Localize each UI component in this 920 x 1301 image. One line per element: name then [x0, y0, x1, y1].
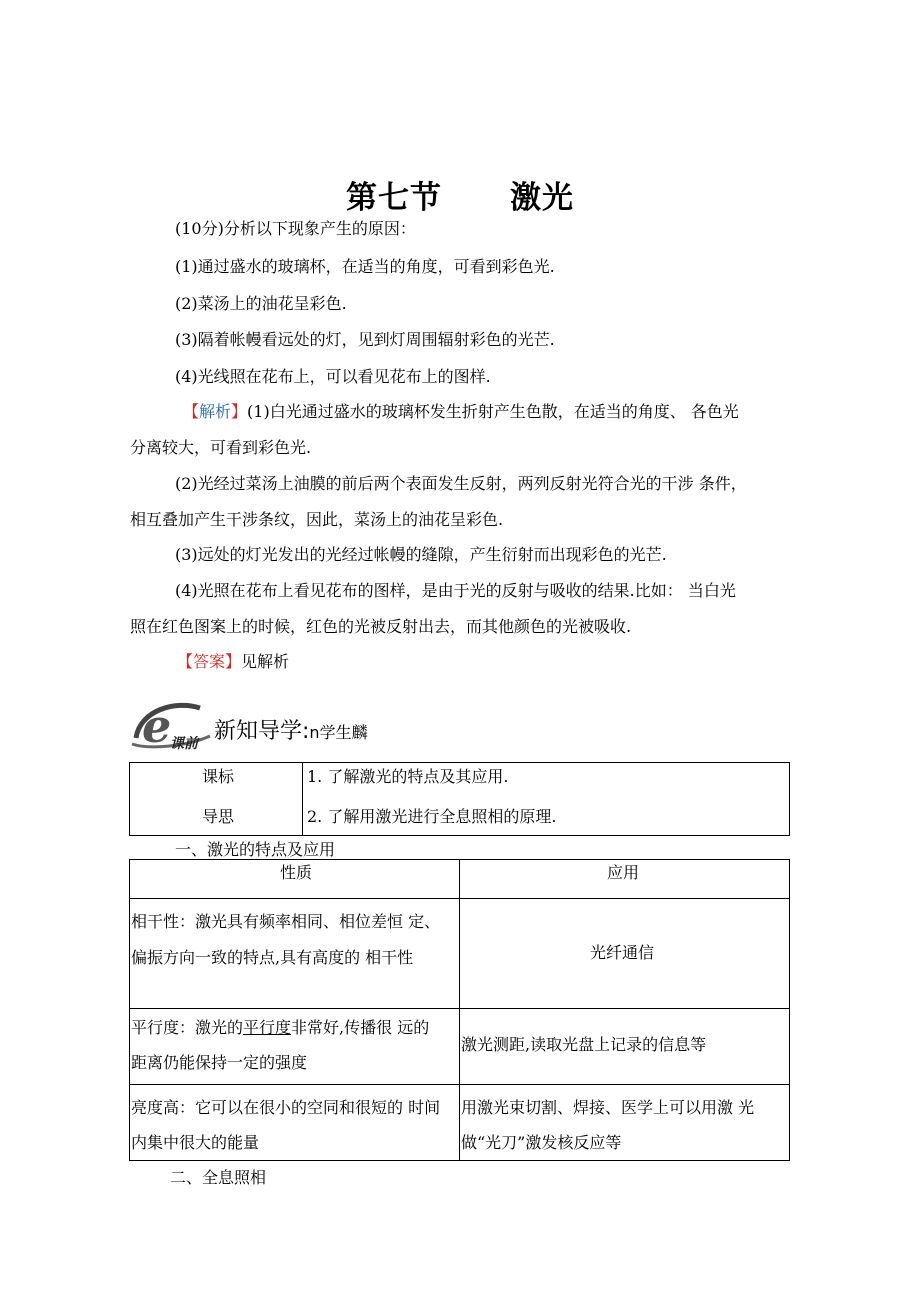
parallelism-line-1 — [131, 1018, 429, 1038]
section-1-heading: 一、激光的特点及应用 — [175, 840, 336, 859]
header-application-label: 应用 — [607, 863, 640, 882]
problem-intro: (10分)分析以下现象产生的原因： — [175, 219, 416, 238]
banner-text — [214, 714, 368, 745]
header-property — [130, 860, 460, 899]
problem-item-4: (4)光线照在花布上，可以看见花布上的图样. — [175, 367, 491, 386]
problem-item-2: (2)菜汤上的油花呈彩色. — [175, 294, 347, 313]
section-2-heading: 二、全息照相 — [170, 1168, 267, 1187]
coherence-application: 光纤通信 — [590, 943, 655, 962]
e-logo-icon — [130, 696, 214, 756]
answer-label: 【答案】 — [177, 652, 242, 671]
features-table — [129, 859, 790, 1161]
logo-caption: 课前 — [170, 736, 198, 752]
analysis-p2-line-1: (2)光经过菜汤上油膜的前后两个表面发生反射，两列反射光符合光的干涉 条件， — [175, 474, 747, 493]
goals-label-top: 课标 — [202, 767, 235, 786]
parallelism-application: 激光测距,读取光盘上记录的信息等 — [461, 1035, 707, 1054]
problem-item-1: (1)通过盛水的玻璃杯，在适当的角度，可看到彩色光. — [175, 257, 555, 276]
page-title — [0, 172, 920, 217]
goals-table — [129, 762, 790, 836]
goals-label-bottom: 导思 — [202, 807, 235, 826]
problem-item-3: (3)隔着帐幔看远处的灯，见到灯周围辐射彩色的光芒. — [175, 330, 555, 349]
row-parallelism-property — [130, 1009, 460, 1085]
analysis-p4-line-2: 照在红色图案上的时候，红色的光被反射出去，而其他颜色的光被吸收. — [130, 617, 632, 636]
parallelism-pre: 平行度：激光的 — [131, 1018, 244, 1037]
title-part-2: 激光 — [510, 180, 574, 216]
analysis-p1-line-1: (1)白光通过盛水的玻璃杯发生折射产生色散，在适当的角度、 各色光 — [247, 402, 739, 421]
row-brightness-application — [460, 1085, 790, 1161]
analysis-p2-line-2: 相互叠加产生干涉条纹，因此，菜汤上的油花呈彩色. — [130, 510, 504, 529]
logo-letter: e — [142, 699, 172, 753]
banner-subtitle: n学生麟 — [309, 723, 368, 742]
brightness-application-line-2: 做“光刀”激发核反应等 — [461, 1133, 622, 1152]
parallelism-line-2: 距离仍能保持一定的强度 — [131, 1053, 308, 1072]
analysis-p4-line-1: (4)光照在花布上看见花布的图样，是由于光的反射与吸收的结果.比如： 当白光 — [175, 581, 736, 600]
row-coherence-property — [130, 899, 460, 1009]
row-brightness-property — [130, 1085, 460, 1161]
goals-content-cell — [303, 763, 790, 836]
brightness-line-2: 内集中很大的能量 — [131, 1133, 260, 1152]
coherence-line-2: 偏振方向一致的特点,具有高度的 相干性 — [131, 948, 414, 967]
section-banner — [130, 696, 530, 756]
analysis-label: 解析 — [199, 402, 232, 421]
banner-title: 新知导学: — [214, 719, 310, 744]
goals-item-2: 2. 了解用激光进行全息照相的原理. — [307, 807, 557, 826]
title-part-1: 第七节 — [346, 180, 442, 216]
row-coherence-application — [460, 899, 790, 1009]
brightness-line-1: 亮度高：它可以在很小的空同和很短的 时间 — [131, 1098, 441, 1117]
goals-label-cell — [130, 763, 303, 836]
parallelism-underlined: 平行度 — [243, 1018, 292, 1037]
parallelism-post: 非常好,传播很 远的 — [291, 1018, 430, 1037]
row-parallelism-application — [460, 1009, 790, 1085]
goals-item-1: 1. 了解激光的特点及其应用. — [307, 767, 509, 786]
header-application — [460, 860, 790, 899]
analysis-open-bracket: 【 — [183, 402, 200, 421]
analysis-p1-line-2: 分离较大，可看到彩色光. — [130, 438, 312, 457]
answer-line — [177, 652, 289, 672]
analysis-paragraph-1 — [183, 402, 739, 422]
brightness-application-line-1: 用激光束切割、焊接、医学上可以用激 光 — [461, 1098, 755, 1117]
coherence-line-1: 相干性：激光具有频率相同、相位差恒 定、 — [131, 912, 441, 931]
header-property-label: 性质 — [280, 863, 313, 882]
analysis-paragraph-3: (3)远处的灯光发出的光经过帐幔的缝隙，产生衍射而出现彩色的光芒. — [175, 545, 667, 564]
analysis-close-bracket: 】 — [231, 402, 248, 421]
answer-text: 见解析 — [241, 652, 290, 671]
